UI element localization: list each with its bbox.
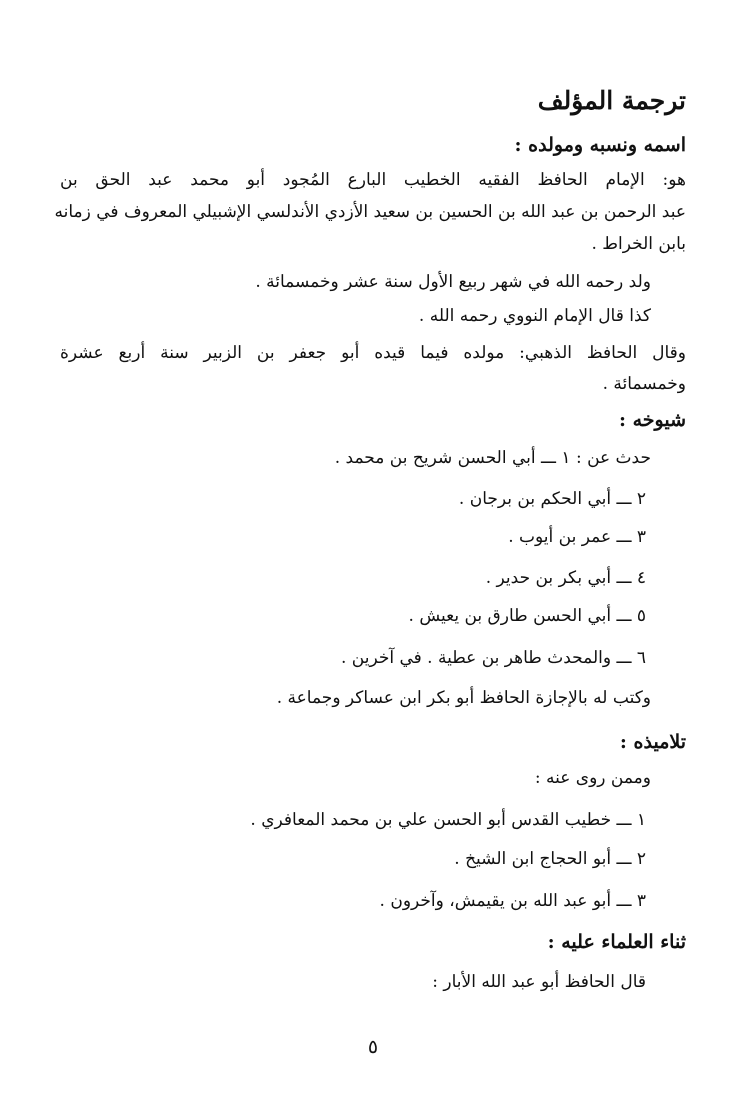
students-list-item-3 <box>20 889 646 913</box>
teachers-list-item-2 <box>20 487 646 511</box>
section-heading-praise: ثناء العلماء عليه : <box>547 931 686 953</box>
bio-line-2: عبد الرحمن بن عبد الله بن الحسين بن سعيد الأزدي الأندلسي الإشبيلي المعروف في زمانه <box>54 202 686 222</box>
birth-paragraph: ولد رحمه الله في شهر ربيع الأول سنة عشر وخمسمائة . <box>255 272 651 292</box>
section-heading-students: تلاميذه : <box>619 731 686 753</box>
dhahabi-line-2: وخمسمائة . <box>602 374 686 394</box>
list-item-number: ٤ ـــ <box>616 568 646 588</box>
list-item-number: ٢ ـــ <box>616 849 646 869</box>
teachers-list-item-6 <box>20 646 646 670</box>
list-item-number: ٢ ـــ <box>616 489 646 509</box>
bio-line-3: بابن الخراط . <box>591 234 686 254</box>
list-item-text: عمر بن أيوب . <box>508 527 612 547</box>
list-item-number: ٣ ـــ <box>616 891 646 911</box>
page-title: ترجمة المؤلف <box>537 86 686 115</box>
students-intro: وممن روى عنه : <box>534 768 651 788</box>
list-item-text: والمحدث طاهر بن عطية . في آخرين . <box>340 648 612 668</box>
students-list-item-2 <box>20 847 646 871</box>
teachers-list-item-3 <box>20 525 646 549</box>
list-item-text: أبي الحكم بن برجان . <box>458 489 612 509</box>
list-item-text: خطيب القدس أبو الحسن علي بن محمد المعافري . <box>250 810 612 830</box>
list-item-number: ٦ ـــ <box>616 648 646 668</box>
nawawi-paragraph: كذا قال الإمام النووي رحمه الله . <box>418 306 651 326</box>
dhahabi-line-1: وقال الحافظ الذهبي: مولده فيما قيده أبو جعفر بن الزبير سنة أربع عشرة <box>60 343 686 363</box>
list-item-text: أبي الحسن طارق بن يعيش . <box>408 606 612 626</box>
students-list-item-1 <box>20 808 646 832</box>
list-item-text: أبو الحجاج ابن الشيخ . <box>454 849 612 869</box>
section-heading-teachers: شيوخه : <box>618 409 686 431</box>
list-item-text: أبي بكر بن حدير . <box>485 568 612 588</box>
list-item-text: أبو عبد الله بن يقيمش، وآخرون . <box>379 891 612 911</box>
list-item-number: ١ ـــ <box>616 810 646 830</box>
teachers-list-item-5 <box>20 604 646 628</box>
list-item-number: ٣ ـــ <box>616 527 646 547</box>
list-item-number: ٥ ـــ <box>616 606 646 626</box>
bio-line-1: هو: الإمام الحافظ الفقيه الخطيب البارع المُجود أبو محمد عبد الحق بن <box>60 170 686 190</box>
list-item-number: ١ ـــ <box>541 448 571 468</box>
section-heading-name: اسمه ونسبه ومولده : <box>514 134 686 156</box>
page-number: ٥ <box>367 1036 379 1058</box>
teachers-intro: حدث عن : <box>575 448 651 468</box>
ijaza-paragraph: وكتب له بالإجازة الحافظ أبو بكر ابن عساكر وجماعة . <box>276 688 651 708</box>
teachers-list-item-4 <box>20 566 646 590</box>
praise-line: قال الحافظ أبو عبد الله الأبار : <box>432 972 646 992</box>
list-item-text: أبي الحسن شريح بن محمد . <box>334 448 536 468</box>
teachers-list-item-1 <box>25 446 651 470</box>
